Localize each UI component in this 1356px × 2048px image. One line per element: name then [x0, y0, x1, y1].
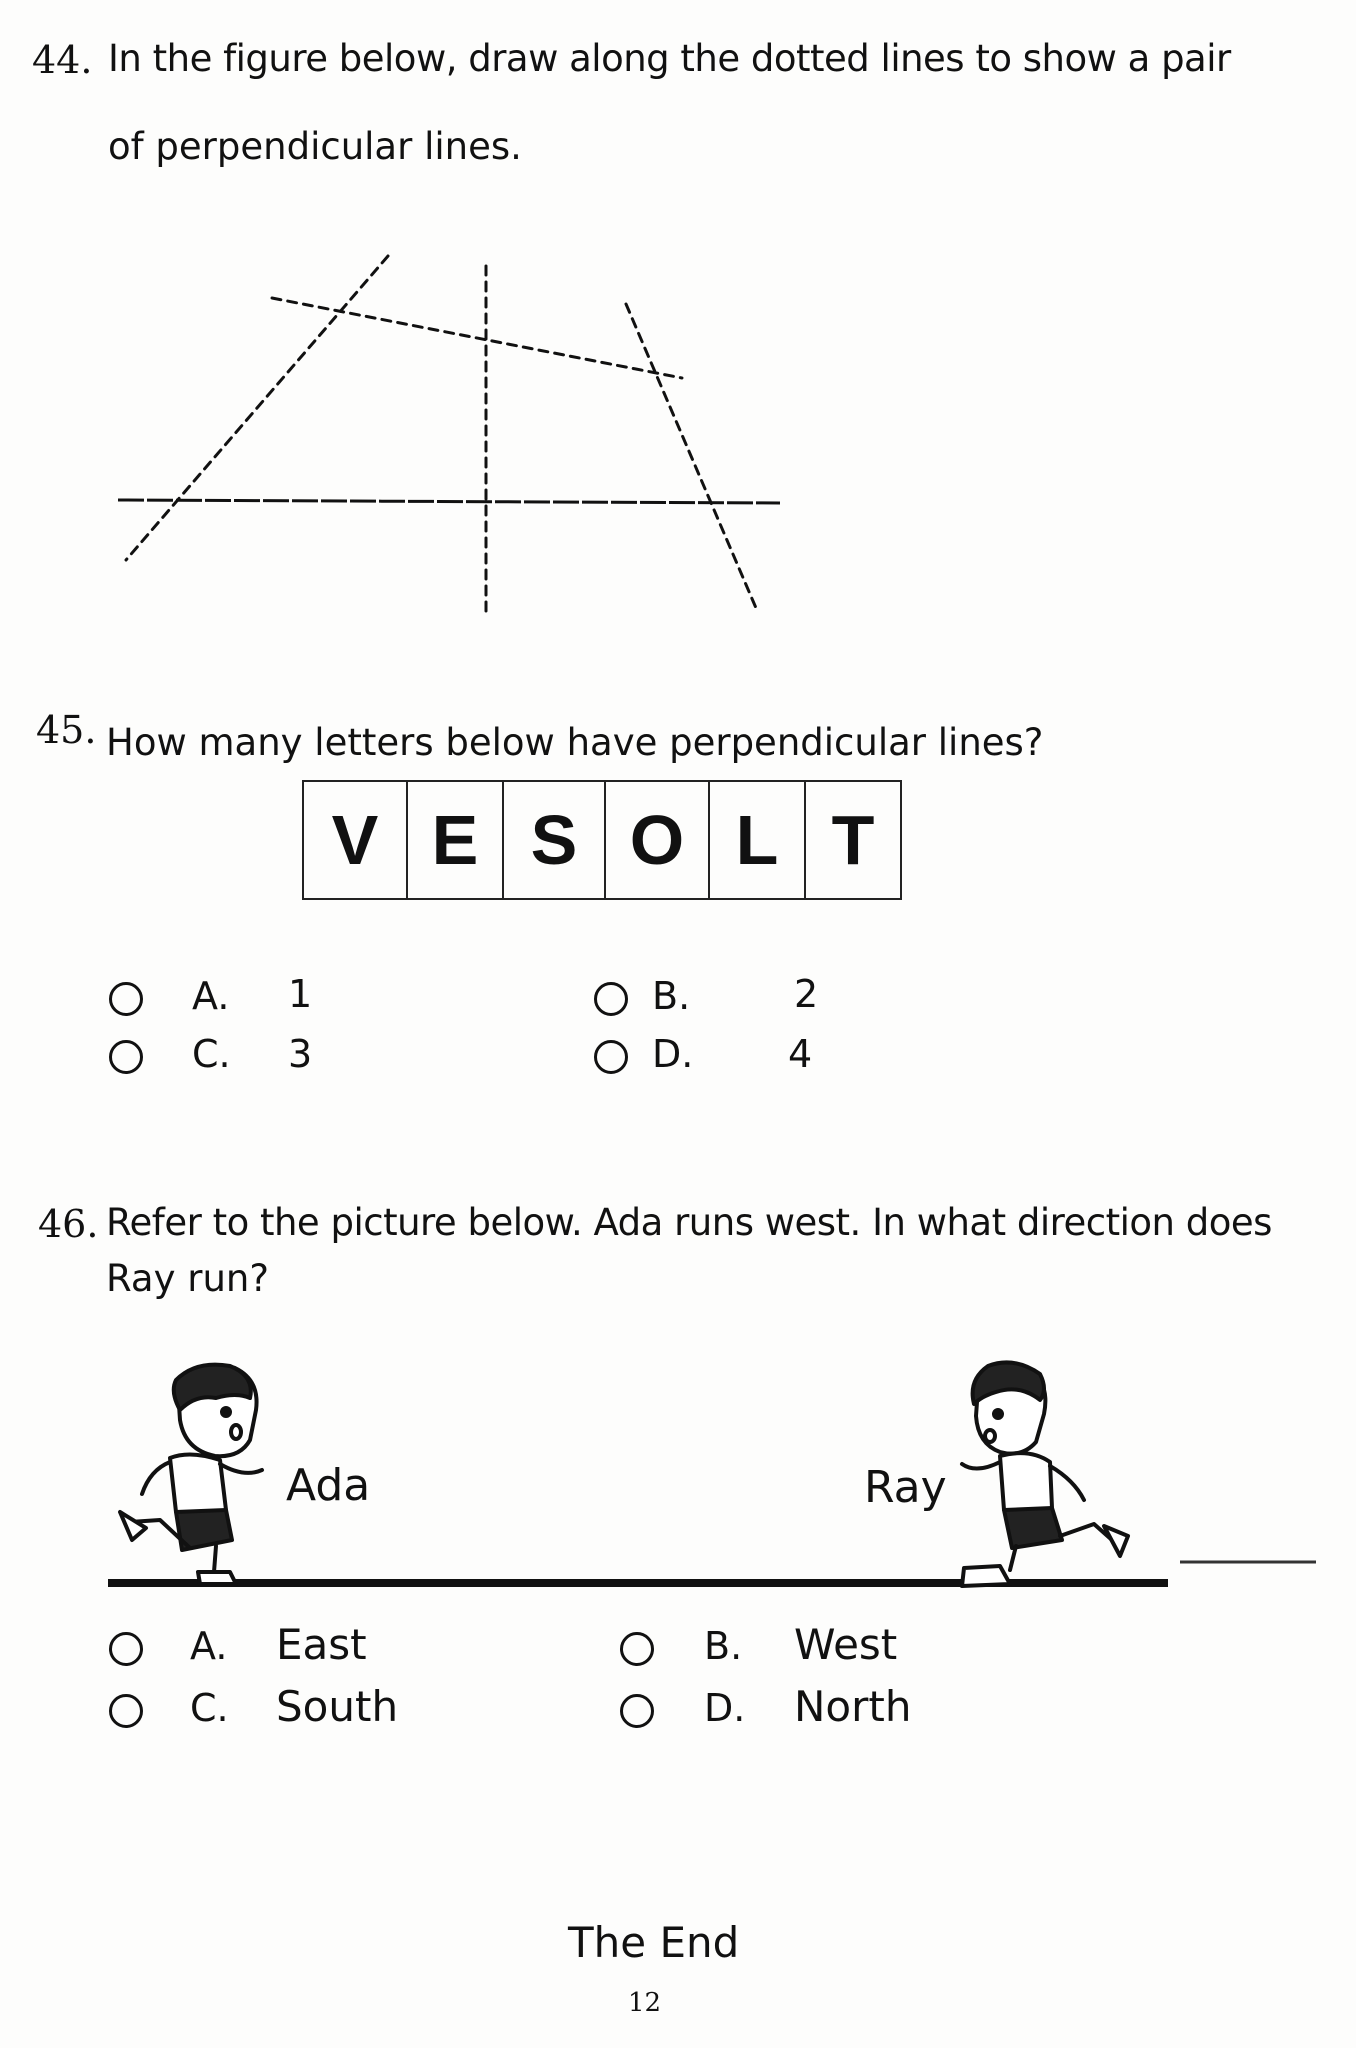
- q46-option-a-radio[interactable]: [109, 1632, 143, 1666]
- q45-option-c-value: 3: [288, 1032, 313, 1076]
- q45-option-b-radio[interactable]: [594, 982, 628, 1016]
- q46-option-c-letter: C.: [190, 1686, 229, 1730]
- q45-option-d-value: 4: [788, 1032, 813, 1076]
- q45-option-a-value: 1: [288, 972, 313, 1016]
- q45-number: 45.: [36, 708, 97, 752]
- q46-option-b-letter: B.: [704, 1624, 743, 1668]
- letter-cell-s: S: [503, 781, 605, 899]
- q46-option-b-radio[interactable]: [620, 1632, 654, 1666]
- q46-option-d-value: North: [794, 1682, 912, 1731]
- ray-label: Ray: [864, 1462, 947, 1513]
- q46-option-d-radio[interactable]: [620, 1694, 654, 1728]
- q45-option-c-radio[interactable]: [109, 1040, 143, 1074]
- q46-option-b-value: West: [794, 1620, 898, 1669]
- q46-option-a-letter: A.: [190, 1624, 228, 1668]
- dotted-line-diagonal-left: [126, 256, 388, 560]
- ada-label: Ada: [286, 1460, 371, 1511]
- letters-table: [302, 780, 902, 900]
- q45-option-d-radio[interactable]: [594, 1040, 628, 1074]
- dotted-line-diagonal-right: [626, 304, 756, 608]
- q45-text: How many letters below have perpendicular lines?: [106, 721, 1044, 764]
- q45-option-c-letter: C.: [192, 1032, 231, 1076]
- ray-runner-figure: [962, 1362, 1128, 1586]
- letter-cell-t: T: [805, 781, 901, 899]
- q45-option-b-letter: B.: [652, 974, 691, 1018]
- q45-option-a-radio[interactable]: [109, 982, 143, 1016]
- q46-text-line2: Ray run?: [106, 1257, 269, 1300]
- ada-runner-figure: [120, 1365, 262, 1584]
- q44-text-line2: of perpendicular lines.: [108, 125, 522, 168]
- q46-option-d-letter: D.: [704, 1686, 746, 1730]
- dotted-line-top-slanted: [272, 298, 682, 378]
- q46-option-c-radio[interactable]: [109, 1694, 143, 1728]
- q44-number: 44.: [32, 38, 93, 82]
- q46-option-c-value: South: [276, 1682, 399, 1731]
- q45-option-d-letter: D.: [652, 1032, 694, 1076]
- q45-option-a-letter: A.: [192, 974, 230, 1018]
- letter-cell-v: V: [303, 781, 407, 899]
- q46-number: 46.: [38, 1202, 99, 1246]
- q44-text-line1: In the figure below, draw along the dotted lines to show a pair: [108, 37, 1231, 80]
- letter-cell-o: O: [605, 781, 709, 899]
- horizontal-line: [118, 500, 780, 503]
- q45-option-b-value: 2: [794, 972, 819, 1016]
- q46-option-a-value: East: [276, 1620, 367, 1669]
- page-number: 12: [628, 1988, 662, 2018]
- end-text: The End: [568, 1918, 740, 1967]
- q46-text-line1: Refer to the picture below. Ada runs west. In what direction does: [106, 1201, 1272, 1244]
- letter-cell-l: L: [709, 781, 805, 899]
- letter-cell-e: E: [407, 781, 503, 899]
